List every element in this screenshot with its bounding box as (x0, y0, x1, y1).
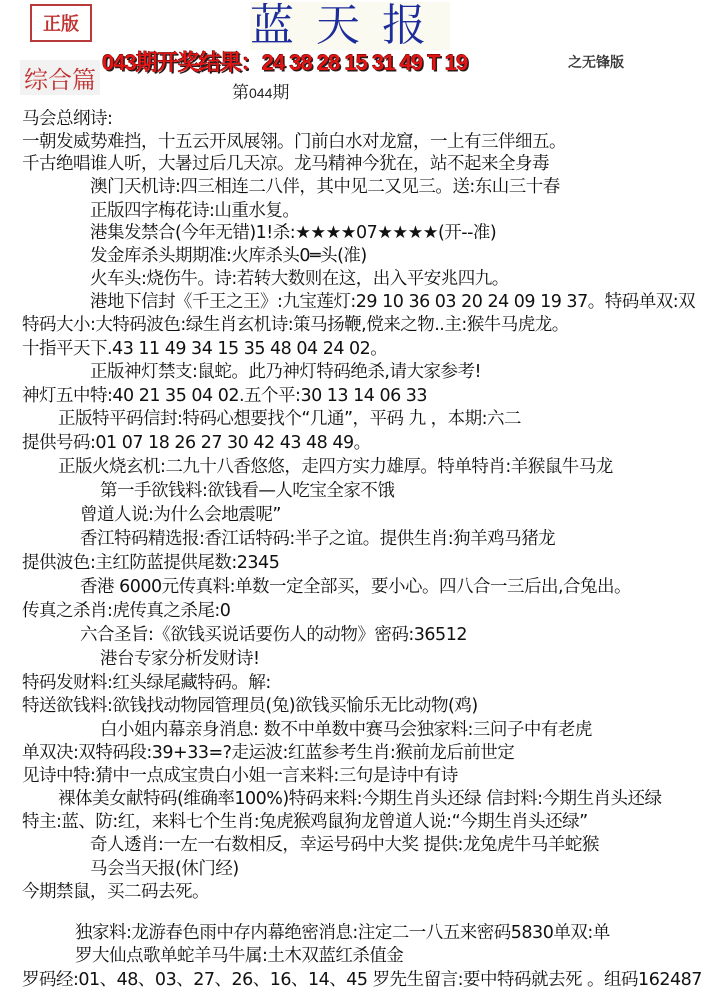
newspaper-title: 蓝天报 (250, 0, 448, 51)
text-line: 千古绝唱谁人听，大暑过后几天凉。龙马精神今犹在，站不起来全身毒 (22, 154, 549, 174)
text-line: 曾道人说:为什么会地震呢” (80, 505, 281, 525)
text-line: 罗码经:01、48、03、27、26、16、14、45 罗先生留言:要中特码就去死 。组码162487 (22, 970, 702, 990)
text-line: 港台专家分析发财诗! (100, 649, 260, 669)
section-label: 综合篇 (20, 60, 100, 95)
text-line: 一朝发威势难挡，十五云开凤展翎。门前白水对龙窟，一上有三伴细五。 (22, 132, 566, 152)
text-line: 六合圣旨:《欲钱买说话要伤人的动物》密码:36512 (80, 625, 467, 645)
text-line: 独家料:龙游春色雨中存内幕绝密消息:注定二一八五来密码5830单双:单 (75, 923, 610, 943)
text-line: 今期禁鼠，买二码去死。 (22, 882, 209, 902)
text-line: 香江特码精选报:香江话特码:半子之谊。提供生肖:狗羊鸡马猪龙 (80, 529, 556, 549)
text-line: 奇人透肖:一左一右数相反，幸运号码中大奖 提供:龙兔虎牛马羊蛇猴 (90, 835, 599, 855)
text-line: 正版神灯禁支:鼠蛇。此乃神灯特码绝杀,请大家参考! (90, 362, 481, 382)
text-line: 香港 6000元传真料:单数一定全部买，要小心。四八合一三后出,合兔出。 (80, 577, 632, 597)
text-line: 正版火烧玄机:二九十八香悠悠，走四方实力雄厚。特单特肖:羊猴鼠牛马龙 (58, 457, 613, 477)
text-line: 特送欲钱料:欲钱找动物园管理员(兔)欲钱买愉乐无比动物(鸡) (22, 696, 478, 716)
text-line: 神灯五中特:40 21 35 04 02.五个平:30 13 14 06 33 (22, 386, 428, 406)
text-line: 马会当天报(休门经) (90, 859, 239, 879)
draw-result-banner: 043期开奖结果：24 38 28 15 31 49 T 19 (102, 50, 468, 75)
text-line: 十指平天下.43 11 49 34 15 35 48 04 24 02。 (22, 339, 388, 359)
text-line: 港集发禁合(今年无错)1!杀:★★★★07★★★★(开--准) (90, 223, 497, 243)
text-line: 澳门天机诗:四三相连二八伴，其中见二又见三。送:东山三十春 (90, 177, 560, 197)
text-line: 提供波色:主红防蓝提供尾数:2345 (22, 553, 280, 573)
genuine-edition-stamp: 正版 (30, 4, 92, 42)
text-line: 单双决:双特码段:39+33=?走运波:红蓝参考生肖:猴前龙后前世定 (22, 743, 515, 763)
text-line: 发金库杀头期期准:火库杀头0═头(准) (90, 246, 367, 266)
issue-number (232, 78, 289, 103)
text-line: 特码大小:大特码波色:绿生肖玄机诗:策马扬鞭,傥来之物..主:猴牛马虎龙。 (22, 315, 569, 335)
text-line: 提供号码:01 07 18 26 27 30 42 43 48 49。 (22, 433, 371, 453)
text-line: 裸体美女献特码(维确率100%)特码来料:今期生肖头还绿 信封料:今期生肖头还绿 (58, 789, 662, 809)
text-line: 传真之杀肖:虎传真之杀尾:0 (22, 601, 231, 621)
edition-label: 之无锋版 (568, 55, 624, 71)
text-line: 火车头:烧伤牛。诗:若转大数则在这，出入平安兆四九。 (90, 269, 509, 289)
issue-prefix: 第 (232, 83, 249, 103)
text-line: 正版特平码信封:特码心想要找个“几通”，平码 九 ，本期:六二 (58, 409, 522, 429)
text-line: 见诗中特:猜中一点成宝贵白小姐一言来料:三句是诗中有诗 (22, 766, 458, 786)
text-line: 特主:蓝、防:红，来料七个生肖:兔虎猴鸡鼠狗龙曾道人说:“今期生肖头还绿” (22, 812, 588, 832)
text-line: 白小姐内幕亲身消息: 数不中单数中赛马会独家料:三问子中有老虎 (100, 720, 592, 740)
text-line: 港地下信封《千王之王》:九宝莲灯:29 10 36 03 20 24 09 19 37。特码单双:双 (90, 292, 696, 312)
issue-suffix: 期 (272, 83, 290, 103)
issue-number-value: 044 (249, 85, 273, 101)
text-line: 罗大仙点歌单蛇羊马牛属:土木双蓝红杀值金 (75, 946, 404, 966)
text-line: 第一手欲钱料:欲钱看—人吃宝全家不饿 (100, 481, 395, 501)
text-line: 马会总纲诗: (22, 109, 113, 129)
text-line: 特码发财料:红头绿尾藏特码。解: (22, 673, 271, 693)
text-line: 正版四字梅花诗:山重水复。 (90, 201, 300, 221)
